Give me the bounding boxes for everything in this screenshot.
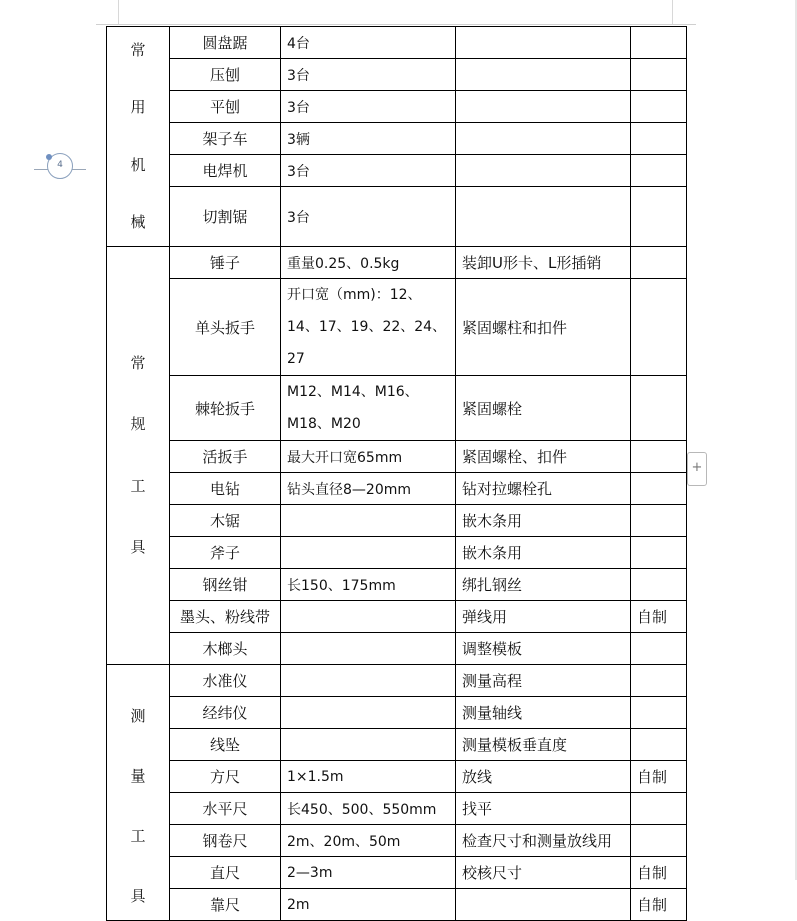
tool-name: 钢丝钳 bbox=[170, 569, 281, 601]
tool-spec bbox=[281, 697, 456, 729]
table-row bbox=[107, 91, 687, 123]
tool-name: 水准仪 bbox=[170, 665, 281, 697]
tool-name: 电钻 bbox=[170, 473, 281, 505]
table-row bbox=[107, 825, 687, 857]
category-char: 械 bbox=[130, 213, 146, 232]
category-cell bbox=[107, 27, 170, 247]
tool-note bbox=[631, 441, 687, 473]
table-row bbox=[107, 441, 687, 473]
table-row bbox=[107, 247, 687, 279]
tool-use: 紧固螺柱和扣件 bbox=[456, 279, 631, 376]
page-corner-left bbox=[118, 0, 119, 24]
tool-spec: 最大开口宽65mm bbox=[281, 441, 456, 473]
table-row bbox=[107, 59, 687, 91]
category-cell bbox=[107, 665, 170, 921]
tool-use bbox=[456, 889, 631, 921]
add-row-button[interactable]: + bbox=[687, 452, 707, 486]
tool-name: 锤子 bbox=[170, 247, 281, 279]
table-row bbox=[107, 729, 687, 761]
category-char: 机 bbox=[130, 155, 146, 174]
tool-name: 切割锯 bbox=[170, 187, 281, 247]
comment-dot-icon bbox=[46, 154, 52, 160]
category-cell bbox=[107, 247, 170, 665]
tool-note bbox=[631, 697, 687, 729]
table-row bbox=[107, 187, 687, 247]
tool-note: 自制 bbox=[631, 761, 687, 793]
tool-use: 放线 bbox=[456, 761, 631, 793]
tool-use: 装卸U形卡、L形插销 bbox=[456, 247, 631, 279]
tool-name: 棘轮扳手 bbox=[170, 376, 281, 441]
tool-spec: 3台 bbox=[281, 155, 456, 187]
tool-use: 测量高程 bbox=[456, 665, 631, 697]
tool-note bbox=[631, 155, 687, 187]
header-rule bbox=[96, 24, 696, 25]
tool-use: 找平 bbox=[456, 793, 631, 825]
tool-spec: 1×1.5m bbox=[281, 761, 456, 793]
tool-use: 弹线用 bbox=[456, 601, 631, 633]
tool-note bbox=[631, 187, 687, 247]
tool-name: 钢卷尺 bbox=[170, 825, 281, 857]
table-row bbox=[107, 857, 687, 889]
tool-spec: 3台 bbox=[281, 187, 456, 247]
tool-name: 木锯 bbox=[170, 505, 281, 537]
tool-note bbox=[631, 91, 687, 123]
tool-note: 自制 bbox=[631, 601, 687, 633]
tool-spec bbox=[281, 505, 456, 537]
tool-name: 电焊机 bbox=[170, 155, 281, 187]
tool-name: 线坠 bbox=[170, 729, 281, 761]
tool-note bbox=[631, 247, 687, 279]
tool-use: 校核尺寸 bbox=[456, 857, 631, 889]
tool-use: 测量轴线 bbox=[456, 697, 631, 729]
category-char: 测 bbox=[130, 706, 146, 725]
tool-note bbox=[631, 793, 687, 825]
table-row bbox=[107, 155, 687, 187]
tool-name: 单头扳手 bbox=[170, 279, 281, 376]
category-char: 常 bbox=[130, 353, 146, 372]
tool-note bbox=[631, 376, 687, 441]
tool-name: 木榔头 bbox=[170, 633, 281, 665]
tool-note bbox=[631, 537, 687, 569]
category-char: 工 bbox=[130, 827, 146, 846]
category-char: 规 bbox=[130, 415, 146, 434]
category-char: 量 bbox=[130, 766, 146, 785]
table-row bbox=[107, 27, 687, 59]
tool-use bbox=[456, 123, 631, 155]
tool-use bbox=[456, 59, 631, 91]
category-char: 常 bbox=[130, 40, 146, 59]
tool-spec: M12、M14、M16、M18、M20 bbox=[281, 376, 456, 441]
category-char: 具 bbox=[130, 887, 146, 906]
tool-spec: 长150、175mm bbox=[281, 569, 456, 601]
tool-spec bbox=[281, 537, 456, 569]
table-row bbox=[107, 697, 687, 729]
tool-note bbox=[631, 729, 687, 761]
tool-spec: 开口宽（mm)：12、14、17、19、22、24、27 bbox=[281, 279, 456, 376]
tool-use: 紧固螺栓、扣件 bbox=[456, 441, 631, 473]
tool-name: 墨头、粉线带 bbox=[170, 601, 281, 633]
tool-use: 检查尺寸和测量放线用 bbox=[456, 825, 631, 857]
tool-spec: 长450、500、550mm bbox=[281, 793, 456, 825]
tool-use: 紧固螺栓 bbox=[456, 376, 631, 441]
table-row bbox=[107, 665, 687, 697]
tool-use: 测量模板垂直度 bbox=[456, 729, 631, 761]
tool-name: 经纬仪 bbox=[170, 697, 281, 729]
table-row bbox=[107, 889, 687, 921]
tool-name: 压刨 bbox=[170, 59, 281, 91]
tool-name: 架子车 bbox=[170, 123, 281, 155]
tool-note bbox=[631, 27, 687, 59]
table-row bbox=[107, 761, 687, 793]
table-row bbox=[107, 376, 687, 441]
tool-note bbox=[631, 123, 687, 155]
tool-note bbox=[631, 665, 687, 697]
tool-use bbox=[456, 91, 631, 123]
tool-spec bbox=[281, 665, 456, 697]
tool-note bbox=[631, 279, 687, 376]
tool-spec: 3辆 bbox=[281, 123, 456, 155]
tool-note bbox=[631, 505, 687, 537]
comment-marker[interactable]: 4 bbox=[47, 153, 73, 179]
tool-use bbox=[456, 27, 631, 59]
table-row bbox=[107, 537, 687, 569]
tool-note bbox=[631, 569, 687, 601]
table-row bbox=[107, 505, 687, 537]
tool-spec: 2—3m bbox=[281, 857, 456, 889]
tool-note bbox=[631, 825, 687, 857]
tool-spec: 钻头直径8—20mm bbox=[281, 473, 456, 505]
tool-name: 方尺 bbox=[170, 761, 281, 793]
tool-name: 水平尺 bbox=[170, 793, 281, 825]
category-char: 工 bbox=[130, 476, 146, 495]
tool-note: 自制 bbox=[631, 857, 687, 889]
tool-use bbox=[456, 187, 631, 247]
table-row bbox=[107, 279, 687, 376]
tool-spec: 4台 bbox=[281, 27, 456, 59]
tool-spec bbox=[281, 633, 456, 665]
table-row bbox=[107, 569, 687, 601]
tool-spec: 3台 bbox=[281, 91, 456, 123]
tool-name: 靠尺 bbox=[170, 889, 281, 921]
tool-spec bbox=[281, 729, 456, 761]
category-char: 用 bbox=[130, 98, 146, 117]
tool-name: 活扳手 bbox=[170, 441, 281, 473]
tool-name: 斧子 bbox=[170, 537, 281, 569]
table-row bbox=[107, 633, 687, 665]
tool-note bbox=[631, 473, 687, 505]
table-row bbox=[107, 793, 687, 825]
tool-use bbox=[456, 155, 631, 187]
tool-name: 圆盘踞 bbox=[170, 27, 281, 59]
tool-spec: 3台 bbox=[281, 59, 456, 91]
tool-use: 调整模板 bbox=[456, 633, 631, 665]
tool-use: 嵌木条用 bbox=[456, 505, 631, 537]
table-row bbox=[107, 473, 687, 505]
page-corner-right bbox=[672, 0, 673, 24]
tools-table bbox=[106, 26, 687, 921]
tool-note: 自制 bbox=[631, 889, 687, 921]
category-char: 具 bbox=[130, 538, 146, 557]
table-row bbox=[107, 123, 687, 155]
tool-spec: 2m、20m、50m bbox=[281, 825, 456, 857]
tool-use: 嵌木条用 bbox=[456, 537, 631, 569]
tool-spec bbox=[281, 601, 456, 633]
tool-use: 绑扎钢丝 bbox=[456, 569, 631, 601]
tool-name: 直尺 bbox=[170, 857, 281, 889]
tool-note bbox=[631, 633, 687, 665]
tool-spec: 2m bbox=[281, 889, 456, 921]
table-row bbox=[107, 601, 687, 633]
tool-note bbox=[631, 59, 687, 91]
tool-spec: 重量0.25、0.5kg bbox=[281, 247, 456, 279]
tool-use: 钻对拉螺栓孔 bbox=[456, 473, 631, 505]
tool-name: 平刨 bbox=[170, 91, 281, 123]
